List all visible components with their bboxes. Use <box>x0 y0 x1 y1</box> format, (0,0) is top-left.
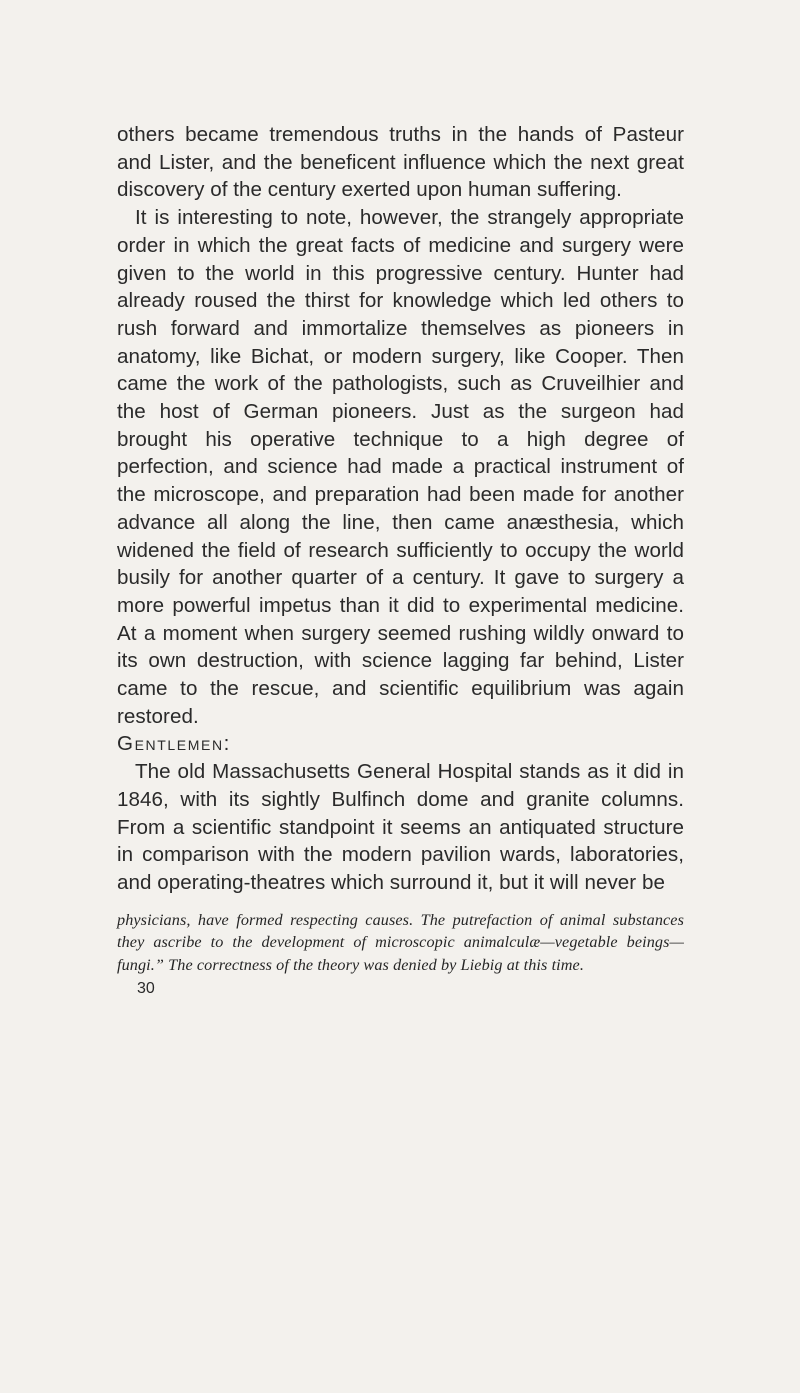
document-page <box>117 121 684 998</box>
salutation-heading: Gentlemen: <box>117 732 231 756</box>
footnote: physicians, have formed respecting causes. The putrefaction of animal substances they ascribe to the development of microscopic animalculæ—vegetable beings—fungi.” The correctness of the theory was denied by Liebig at this time. <box>117 910 684 974</box>
paragraph-order-of-facts: It is interesting to note, however, the strangely appropriate order in which the great facts of medicine and surgery were given to the world in this progressive century. Hunter had already roused the thirst for knowledge which led others to rush forward and immortalize themselves as pioneers in anatomy, like Bichat, or modern surgery, like Cooper. Then came the work of the pathologists, such as Cruveilhier and the host of German pioneers. Just as the surgeon had brought his operative technique to a high degree of perfection, and science had made a practical instrument of the microscope, and preparation had been made for another advance all along the line, then came anæsthesia, which widened the field of research sufficiently to occupy the world busily for another quarter of a century. It gave to surgery a more powerful impetus than it did to experimental medicine. At a moment when surgery seemed rushing wildly onward to its own destruction, with science lagging far behind, Lister came to the rescue, and scientific equilibrium was again restored. <box>117 206 684 728</box>
page-number: 30 <box>137 980 155 998</box>
paragraph-hospital: The old Massachusetts General Hospital stands as it did in 1846, with its sightly Bulfinch dome and granite columns. From a scientific standpoint it seems an antiquated structure in comparison with the modern pavilion wards, laboratories, and operating-theatres which surround it, but it will never be <box>117 760 684 894</box>
paragraph-continuation: others became tremendous truths in the hands of Pasteur and Lister, and the beneficent influence which the next great discovery of the century exerted upon human suffering. <box>117 123 684 202</box>
